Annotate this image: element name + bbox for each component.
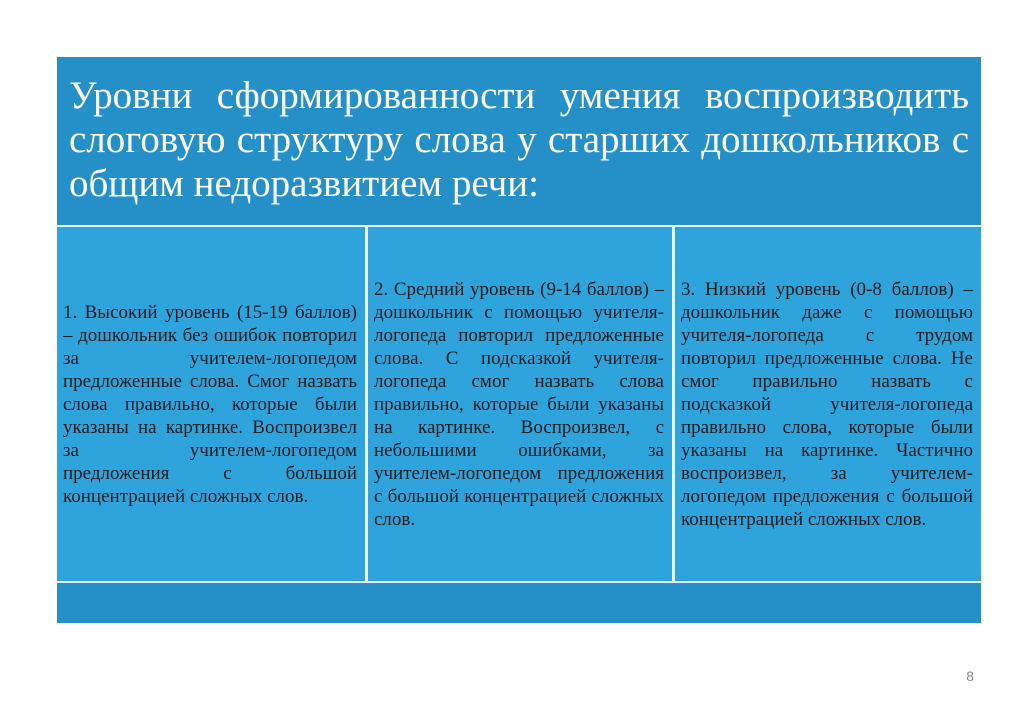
level-high-text: 1. Высокий уровень (15-19 баллов) – дошкольник без ошибок повторил за учителем-логопедом предложенные слова. Смог назвать слова правильно, которые были указаны на картинке. Воспроизвел за учителем-логопедом предложения с большой концентрацией сложных слов. — [63, 301, 357, 507]
level-medium-cell — [365, 227, 675, 581]
level-high-cell — [57, 227, 365, 581]
level-medium-text: 2. Средний уровень (9-14 баллов) – дошкольник с помощью учителя-логопеда повторил предложенные слова. С подсказкой учителя-логопеда смог назвать слова правильно, которые были указаны на картинке. Воспроизвел, с небольшими ошибками, за учителем-логопедом предложения с большой концентрацией сложных слов. — [374, 278, 664, 530]
page-number: 8 — [966, 668, 974, 684]
level-low-text: 3. Низкий уровень (0-8 баллов) – дошкольник даже с помощью учителя-логопеда с трудом повторил предложенные слова. Не смог правильно назвать с подсказкой учителя-логопеда правильно слова, которые были указаны на картинке. Частично воспроизвел, за учителем-логопедом предложения с большой концентрацией сложных слов. — [681, 278, 973, 530]
level-low-cell — [675, 227, 981, 581]
slide-title: Уровни сформированности умения воспроизводить слоговую структуру слова у старших дошкольников с общим недоразвитием речи: — [69, 74, 969, 205]
levels-table — [57, 225, 981, 583]
